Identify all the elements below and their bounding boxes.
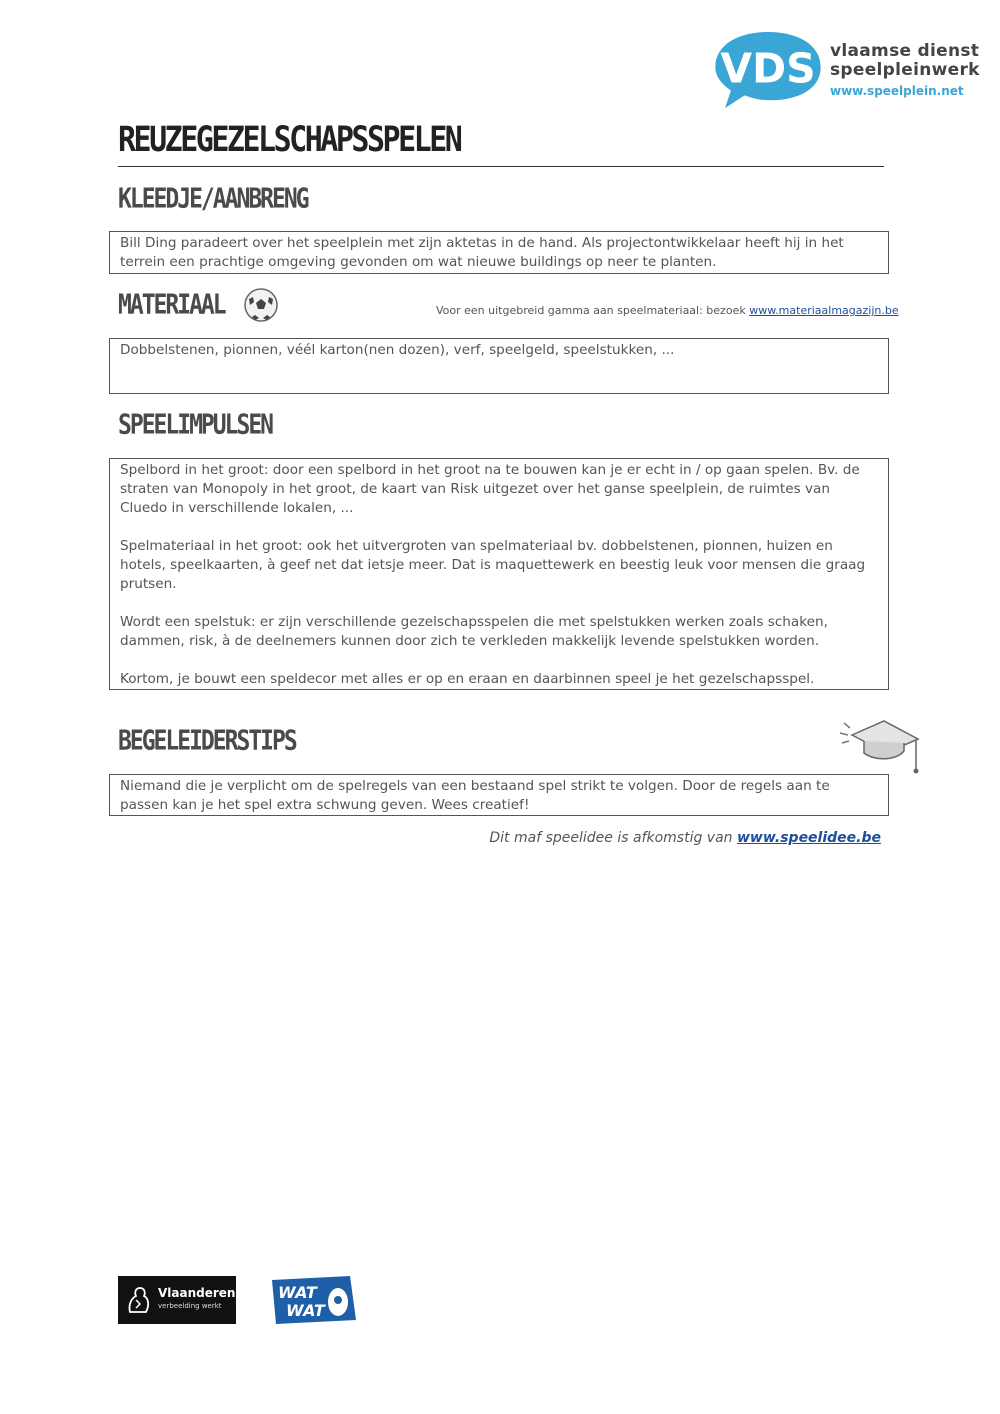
tips-text: Niemand die je verplicht om de spelregels van een bestaand spel strikt te volgen. Door de regels aan te passen kan je het spel extra schwung geven. Wees creatief!	[120, 778, 830, 813]
materiaal-text: Dobbelstenen, pionnen, véél karton(nen dozen), verf, speelgeld, speelstukken, ...	[120, 342, 675, 358]
materiaalmagazijn-link[interactable]: www.materiaalmagazijn.be	[749, 304, 899, 317]
materiaal-note	[436, 304, 899, 317]
kleedje-box	[109, 231, 889, 274]
logo-mark: VDS	[720, 44, 816, 93]
vlaanderen-logo	[118, 1276, 236, 1324]
speelimpulsen-paragraph: Spelbord in het groot: door een spelbord in het groot na te bouwen kan je er echt in / op gaan spelen. Bv. de straten van Monopoly in het groot, de kaart van Risk uitgezet over het ganse speelplein, de ruimtes van Cluedo in verschillende lokalen, ...	[120, 462, 860, 516]
football-icon	[243, 287, 279, 323]
speelidee-link[interactable]: www.speelidee.be	[736, 830, 881, 846]
section-heading-speelimpulsen: SPEELIMPULSEN	[118, 410, 273, 441]
vds-logo	[712, 30, 980, 120]
vlaanderen-name: Vlaanderen	[158, 1286, 236, 1300]
materiaal-box	[109, 338, 889, 394]
graduation-cap-icon	[838, 715, 924, 777]
page-title: REUZEGEZELSCHAPSSPELEN	[118, 120, 461, 161]
speelimpulsen-box	[109, 458, 889, 690]
title-divider	[118, 166, 884, 167]
section-heading-kleedje: KLEEDJE/AANBRENG	[118, 184, 308, 215]
logo-line-1: vlaamse dienst	[830, 41, 980, 61]
svg-text:WAT: WAT	[278, 1283, 317, 1302]
credit-line	[489, 830, 881, 846]
vlaanderen-tagline: verbeelding werkt	[158, 1302, 222, 1310]
materiaal-note-prefix: Voor een uitgebreid gamma aan speelmateriaal: bezoek	[436, 304, 750, 317]
tips-box	[109, 774, 889, 816]
speelimpulsen-paragraph: Spelmateriaal in het groot: ook het uitvergroten van spelmateriaal bv. dobbelstenen, pionnen, huizen en hotels, speelkaarten, à geef net dat ietsje meer. Dat is maquettewerk en beestig leuk voor mensen die graag prutsen.	[120, 538, 866, 592]
speelimpulsen-paragraph: Wordt een spelstuk: er zijn verschillende gezelschapsspelen die met spelstukken werken zoals schaken, dammen, risk, à de deelnemers kunnen door zich te verkleden makkelijk levende spelstukken worden.	[120, 614, 828, 649]
section-heading-materiaal: MATERIAAL	[118, 290, 225, 321]
lion-icon	[124, 1284, 152, 1316]
speelimpulsen-paragraph: Kortom, je bouwt een speldecor met alles er op en eraan en daarbinnen speel je het gezelschapsspel.	[120, 671, 815, 687]
section-heading-tips: BEGELEIDERSTIPS	[118, 726, 296, 757]
logo-line-2: speelpleinwerk	[830, 60, 980, 80]
kleedje-text: Bill Ding paradeert over het speelplein met zijn aktetas in de hand. Als projectontwikkelaar heeft hij in het terrein een prachtige omgeving gevonden om wat nieuwe buildings op neer te planten.	[120, 235, 844, 270]
logo-url[interactable]: www.speelplein.net	[830, 84, 964, 98]
vds-speech-bubble-icon	[712, 30, 824, 110]
credit-prefix: Dit maf speelidee is afkomstig van	[489, 830, 737, 846]
watwat-logo	[272, 1276, 356, 1324]
svg-text:WAT: WAT	[286, 1301, 325, 1320]
